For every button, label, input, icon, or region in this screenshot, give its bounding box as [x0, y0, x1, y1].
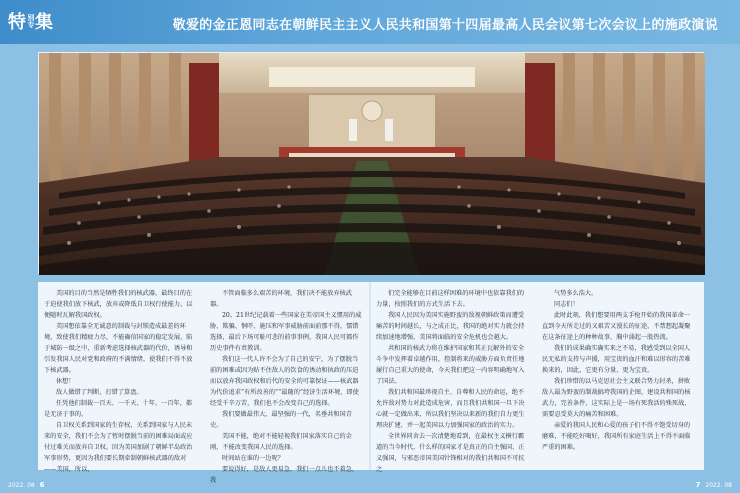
paragraph: 时间站在谁的一边呢？: [222, 455, 284, 462]
paragraph: 同志们！: [554, 301, 579, 308]
section-tag-char-1: 特: [8, 12, 26, 33]
page-fold-divider: [369, 282, 371, 470]
paragraph: 我们共和国最珍视自主、自尊和人民的命运，绝不允许敌对势力对此造成危害，而且我们共和国一旦下决心就一定做出来，所以我们坚决以来新的我们自力更生理决扩建，并一起美国以力加强国家的政治的实力。: [376, 389, 525, 429]
text-column-2: [210, 288, 364, 484]
text-column-4: [542, 288, 696, 464]
footer-right: [692, 481, 732, 489]
paragraph: 要说得好，是敌人更易急，我们一点儿也不着急，我: [210, 466, 359, 484]
paragraph: 我们要做最伟大、最坚强的一代，名垂共和国青史。: [210, 411, 352, 429]
footer-year-right: 2022. 08: [705, 482, 732, 489]
footer-left: [8, 481, 48, 489]
paragraph: 休想！: [56, 378, 75, 385]
section-tag-small: 别专: [27, 14, 35, 28]
section-tag: [8, 8, 53, 34]
paragraph: 美国的目的当然是牺牲我们的核武器，最终目的在于迫使我们放下核武，放弃或降低自卫权行使能力，以便随时瓦解我国政权。: [44, 290, 193, 319]
text-column-3: [376, 288, 530, 473]
paragraph: 气势多么浩大。: [554, 290, 598, 297]
paragraph: 我们的成果确实确实来之不易，我感受到以全国人民无私的支持与声援，用宝贵的血汗和难以形容的苦难换来的，因此，它更有分量，更为宝贵。: [542, 345, 691, 374]
paragraph: 我国人民因为美国实施野蛮的敌视朝鲜政策而遭受痛苦的时间越长，与之成正比，我国的绝对实力就会持续加速地增强，美国将面临的安全危机也会越大。: [376, 312, 525, 341]
assembly-hall-photo: [38, 52, 704, 274]
text-column-1: [44, 288, 198, 473]
article-headline: 敬爱的金正恩同志在朝鲜民主主义人民共和国第十四届最高人民会议第七次会议上的施政演说: [172, 18, 718, 33]
assembly-hall-illustration: [39, 53, 705, 275]
paragraph: 我们珍惜的以马克思社会主义联合势力封杀，拼败敌人最为野蛮的制裁搞垮我国的企图，建设共和国的核武力，完善条件，这实际上是一场有死我活的殊死战，需要忍受莫大的痛苦和困难。: [542, 378, 691, 418]
paragraph: 全世界同舍去一次清楚地看到，在最权主义横行霸道的当今时代，什么样的国家才是真正的自主强国、正义强国，与邪恶帝国美国针锋相对的我们共和国不可抗之: [376, 433, 525, 473]
page-number-right: 7: [695, 481, 701, 489]
article-body: [38, 282, 704, 484]
paragraph: 我们这一代人许不会为了自己的安宁，为了摆脱当前的困难或因为贴不住敌人的饮食的诱动和执政的压迫而以放弃我国政权和后代的安全的可靠保证——核武器为代价追求“有所改善的”“最随的”经济生活环境，即使经受千辛万苦，我们也不会改变自己的选择。: [210, 356, 359, 407]
section-tag-char-2: 集: [35, 12, 53, 33]
paragraph: 不管面临多么艰苦的环境，我们决不能放弃核武器。: [210, 290, 352, 308]
paragraph: 敌人做错了判断，打错了算盘。: [56, 389, 143, 396]
paragraph: 亲爱的我国人民和心爱的孩子们不得不饱受切身的磨难，不能吃好喝好，我国所有家庭生活上不得不面临严重的困难。: [542, 422, 691, 451]
paragraph: 此时此刻，我们想要用两支手枪开始的我国革命一直到今天所走过的又艰苦又漫长的征途，不禁想起凝聚在这条征途上的种种故事，胸中涌起一股热流。: [542, 312, 691, 341]
paragraph: 任凭他们制裁一百天、一千天、十年、一百年，都是无济于事的。: [44, 400, 193, 418]
page-number-left: 6: [39, 481, 45, 489]
paragraph: 共和国的核武力将在维护国家和其正瓦解外的安全斗争中发挥着卓越作用，控制将来的威胁方面负责任地履行自己重大的使命，今天我们把这一内容明确地写入了国法。: [376, 345, 525, 385]
paragraph: 美国想依靠全无诚意的制裁与封锁造成最差的环境，致使我们精疲力尽，不能确信国家的稳定发展，陷于城防一级之中，重新考虑选择核武器的代价，诱导和引发我国人民对党和政府的不满情绪，使我们不得不放下核武器。: [44, 323, 193, 374]
paragraph: 们完全能够在目前这样困难的环境中也依靠我们的力量，按照我们的方式生活下去。: [376, 290, 525, 308]
paragraph: 20、21世纪记载着一些国家在美帝国主义惯用的威胁、欺骗、恫吓、施压和军事威胁前面前那不得，懦错选择，最后下场可耻可悲的前事事例，我国人民可都作历史事件有责教训。: [210, 312, 362, 352]
paragraph: 美国不能，绝对不能轻视我们国家落实自己的金刚，不能改变我国人民的选择。: [210, 433, 352, 451]
footer-year-left: 2022. 08: [8, 482, 35, 489]
paragraph: 自卫权关系到国家的生存权，关系到国家与人民未来的安全，我们不会为了暂时摆脱当前的困难局面或应付过难关而放弃自卫权。因为美国加剧了朝鲜半岛政治军事形势，更因为我们要长期牵制朝鲜核武器的敌对——美国，所以，: [44, 422, 193, 473]
